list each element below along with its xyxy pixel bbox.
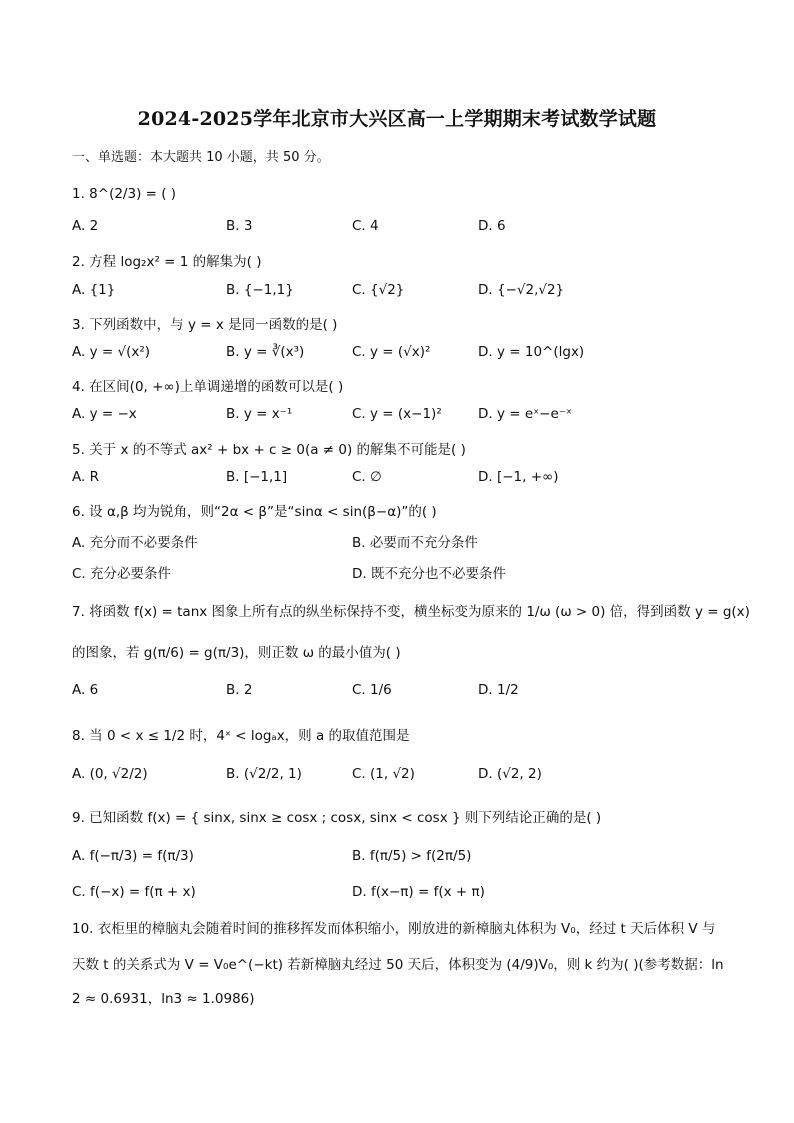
- q8-option-c[interactable]: C. (1, √2): [352, 766, 415, 782]
- q4-option-b[interactable]: B. y = x⁻¹: [226, 406, 293, 422]
- question-7-options: [72, 682, 732, 704]
- q1-option-d[interactable]: D. 6: [478, 218, 506, 234]
- question-10-stem-line2: 天数 t 的关系式为 V = V₀e^(−kt) 若新樟脑丸经过 50 天后，体积变为 (4/9)V₀，则 k 约为( )(参考数据：ln: [72, 957, 724, 973]
- q4-option-a[interactable]: A. y = −x: [72, 406, 137, 422]
- question-6-options-row1: [72, 531, 732, 553]
- q4-option-d[interactable]: D. y = eˣ−e⁻ˣ: [478, 406, 572, 422]
- q2-option-c[interactable]: C. {√2}: [352, 282, 405, 298]
- q8-option-a[interactable]: A. (0, √2/2): [72, 766, 148, 782]
- question-9-options-row1: [72, 848, 732, 870]
- question-6-stem: 6. 设 α,β 均为锐角，则“2α < β”是“sinα < sin(β−α)”的( ): [72, 504, 437, 520]
- q5-option-d[interactable]: D. [−1, +∞): [478, 469, 559, 485]
- question-9-options-row2: [72, 884, 732, 906]
- question-4-options: [72, 406, 732, 428]
- page-title: 2024-2025学年北京市大兴区高一上学期期末考试数学试题: [137, 108, 657, 130]
- q5-option-b[interactable]: B. [−1,1]: [226, 469, 288, 485]
- q8-option-d[interactable]: D. (√2, 2): [478, 766, 542, 782]
- section-heading: 一、单选题：本大题共 10 小题，共 50 分。: [72, 150, 330, 165]
- q9-option-b[interactable]: B. f(π/5) > f(2π/5): [352, 848, 472, 864]
- question-7-stem-line2: 的图象，若 g(π/6) = g(π/3)，则正数 ω 的最小值为( ): [72, 645, 401, 661]
- question-1-stem: 1. 8^(2/3) = ( ): [72, 186, 177, 202]
- question-10-stem-line3: 2 ≈ 0.6931，ln3 ≈ 1.0986): [72, 991, 255, 1007]
- q6-option-c[interactable]: C. 充分必要条件: [72, 566, 172, 582]
- q6-option-b[interactable]: B. 必要而不充分条件: [352, 535, 478, 551]
- question-4-stem: 4. 在区间(0, +∞)上单调递增的函数可以是( ): [72, 379, 344, 395]
- q9-option-c[interactable]: C. f(−x) = f(π + x): [72, 884, 196, 900]
- question-5-options: [72, 469, 732, 491]
- question-2-stem: 2. 方程 log₂x² = 1 的解集为( ): [72, 254, 262, 270]
- q9-option-d[interactable]: D. f(x−π) = f(x + π): [352, 884, 485, 900]
- question-3-options: [72, 344, 732, 366]
- question-2-options: [72, 282, 732, 304]
- q6-option-a[interactable]: A. 充分而不必要条件: [72, 535, 198, 551]
- question-9-stem: 9. 已知函数 f(x) = { sinx, sinx ≥ cosx ; cosx, sinx < cosx } 则下列结论正确的是( ): [72, 810, 602, 826]
- q4-option-c[interactable]: C. y = (x−1)²: [352, 406, 442, 422]
- question-7-stem-line1: 7. 将函数 f(x) = tanx 图象上所有点的纵坐标保持不变，横坐标变为原来的 1/ω (ω > 0) 倍，得到函数 y = g(x): [72, 604, 750, 620]
- q2-option-d[interactable]: D. {−√2,√2}: [478, 282, 565, 298]
- question-1-options: [72, 218, 732, 240]
- question-8-stem: 8. 当 0 < x ≤ 1/2 时，4ˣ < logₐx，则 a 的取值范围是: [72, 728, 410, 744]
- question-3-stem: 3. 下列函数中，与 y = x 是同一函数的是( ): [72, 317, 338, 333]
- q1-option-b[interactable]: B. 3: [226, 218, 253, 234]
- q3-option-c[interactable]: C. y = (√x)²: [352, 344, 431, 360]
- q5-option-c[interactable]: C. ∅: [352, 469, 382, 485]
- q3-option-d[interactable]: D. y = 10^(lgx): [478, 344, 585, 360]
- q8-option-b[interactable]: B. (√2/2, 1): [226, 766, 302, 782]
- q5-option-a[interactable]: A. R: [72, 469, 99, 485]
- question-8-options: [72, 766, 732, 788]
- question-6-options-row2: [72, 562, 732, 584]
- q9-option-a[interactable]: A. f(−π/3) = f(π/3): [72, 848, 194, 864]
- q3-option-a[interactable]: A. y = √(x²): [72, 344, 151, 360]
- q7-option-a[interactable]: A. 6: [72, 682, 99, 698]
- q2-option-b[interactable]: B. {−1,1}: [226, 282, 294, 298]
- q6-option-d[interactable]: D. 既不充分也不必要条件: [352, 566, 506, 582]
- q1-option-a[interactable]: A. 2: [72, 218, 99, 234]
- q7-option-c[interactable]: C. 1/6: [352, 682, 392, 698]
- q3-option-b[interactable]: B. y = ∛(x³): [226, 344, 305, 360]
- question-10-stem-line1: 10. 衣柜里的樟脑丸会随着时间的推移挥发而体积缩小，刚放进的新樟脑丸体积为 V₀，经过 t 天后体积 V 与: [72, 921, 716, 937]
- q7-option-d[interactable]: D. 1/2: [478, 682, 519, 698]
- question-5-stem: 5. 关于 x 的不等式 ax² + bx + c ≥ 0(a ≠ 0) 的解集不可能是( ): [72, 442, 466, 458]
- q1-option-c[interactable]: C. 4: [352, 218, 379, 234]
- q2-option-a[interactable]: A. {1}: [72, 282, 116, 298]
- q7-option-b[interactable]: B. 2: [226, 682, 253, 698]
